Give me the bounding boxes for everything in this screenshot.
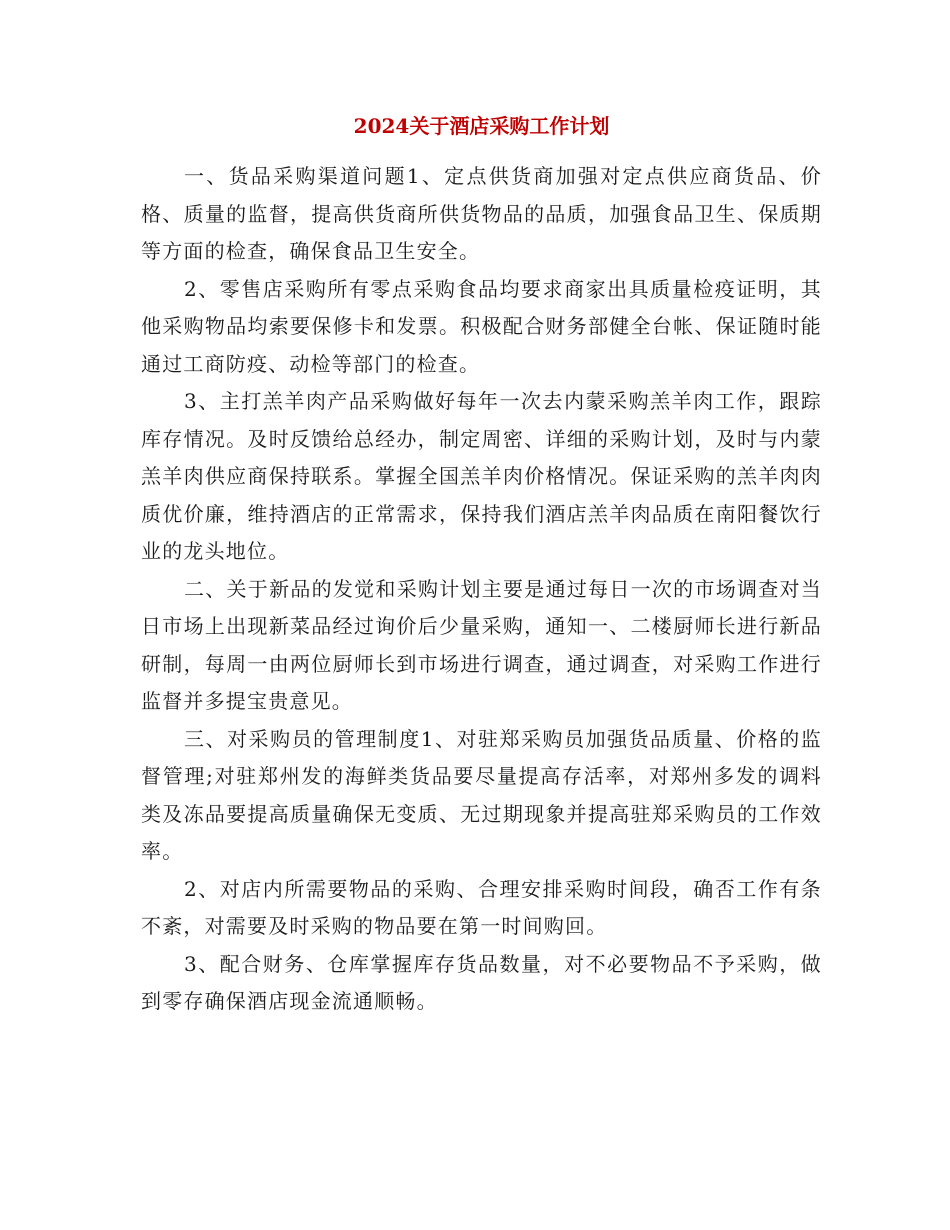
paragraph-7: 3、配合财务、仓库掌握库存货品数量，对不必要物品不予采购，做到零存确保酒店现金流通顺畅。 [141,951,822,1013]
paragraph-3: 3、主打羔羊肉产品采购做好每年一次去内蒙采购羔羊肉工作，跟踪库存情况。及时反馈给总经办，制定周密、详细的采购计划，及时与内蒙羔羊肉供应商保持联系。掌握全国羔羊肉价格情况。保证采购的羔羊肉肉质优价廉，维持酒店的正常需求，保持我们酒店羔羊肉品质在南阳餐饮行业的龙头地位。 [141,389,822,563]
document-title: 2024关于酒店采购工作计划 [353,114,610,138]
paragraph-4: 二、关于新品的发觉和采购计划主要是通过每日一次的市场调查对当日市场上出现新菜品经过询价后少量采购，通知一、二楼厨师长进行新品研制，每周一由两位厨师长到市场进行调查，通过调查，对采购工作进行监督并多提宝贵意见。 [141,576,822,713]
document-body [141,158,822,1021]
paragraph-5: 三、对采购员的管理制度1、对驻郑采购员加强货品质量、价格的监督管理;对驻郑州发的海鲜类货品要尽量提高存活率，对郑州多发的调料类及冻品要提高质量确保无变质、无过期现象并提高驻郑采购员的工作效率。 [141,726,822,863]
paragraph-2: 2、零售店采购所有零点采购食品均要求商家出具质量检疫证明，其他采购物品均索要保修卡和发票。积极配合财务部健全台帐、保证随时能通过工商防疫、动检等部门的检查。 [141,276,822,376]
paragraph-6: 2、对店内所需要物品的采购、合理安排采购时间段，确否工作有条不紊，对需要及时采购的物品要在第一时间购回。 [141,876,822,938]
paragraph-1: 一、货品采购渠道问题1、定点供货商加强对定点供应商货品、价格、质量的监督，提高供货商所供货物品的品质，加强食品卫生、保质期等方面的检查，确保食品卫生安全。 [141,164,822,263]
